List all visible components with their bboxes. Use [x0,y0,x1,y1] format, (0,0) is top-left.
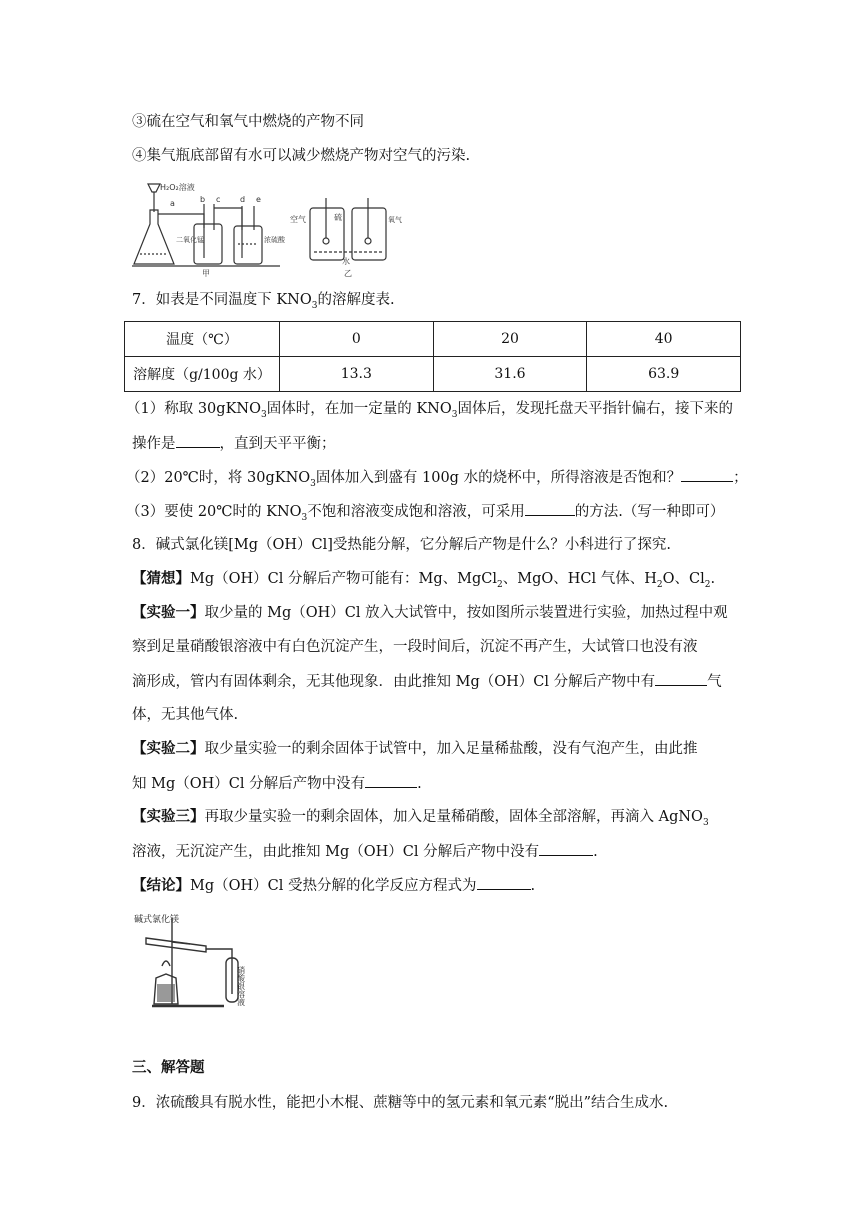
label-mno2: 二氧化锰 [176,236,204,244]
text: 操作是 [132,436,176,452]
tag-conclusion: 【结论】 [132,877,190,894]
label-sulfur: 硫 [334,213,342,222]
q8-exp2-line2 [132,773,422,794]
text: ； [733,470,748,486]
text: . [417,776,422,792]
label-magnesium-chloride: 碱式氯化镁 [134,915,180,925]
bottle-d-shape [234,226,262,264]
label-air: 空气 [290,215,306,224]
q7-part2 [126,467,748,494]
table-cell: 温度（℃） [125,322,280,357]
answer-blank[interactable] [365,773,417,788]
label-e: e [256,195,261,204]
flask-shape [134,210,174,264]
answer-blank[interactable] [525,501,575,516]
q8-guess [132,569,715,595]
section-title: 三、解答题 [132,1059,205,1076]
text: 溶液，无沉淀产生，由此推知 Mg（OH）Cl 分解后产物中没有 [132,844,540,860]
subscript: 2 [656,579,663,590]
table-cell: 20 [433,322,587,357]
q8-exp3-line1 [132,807,709,833]
q8-stem: 8．碱式氯化镁[Mg（OH）Cl]受热能分解，它分解后产物是什么？小科进行了探究. [132,537,672,553]
table-cell: 40 [587,322,741,357]
text: 取少量实验一的剩余固体于试管中，加入足量稀盐酸，没有气泡产生，由此推 [204,741,698,757]
subscript: 3 [702,817,709,828]
subscript: 3 [451,409,458,420]
q8-conclusion [132,875,535,896]
q8-exp1-line3 [132,671,722,692]
q8-exp1-line4: 体，无其他气体. [132,707,239,723]
q7-stem-text: 7．如表是不同温度下 KNO [132,292,312,308]
q7-part1-line2 [132,433,336,454]
table-cell: 63.9 [587,357,741,392]
answer-blank[interactable] [477,875,531,890]
q8-exp1-line1 [132,603,728,623]
subscript: 2 [704,579,711,590]
table-cell: 13.3 [280,357,434,392]
subscript: 2 [497,579,503,590]
label-d: d [240,195,246,204]
text: Mg（OH）Cl 分解后产物可能有：Mg、MgCl [190,571,497,587]
tag-guess: 【猜想】 [132,570,190,587]
q7-part1-line1 [126,399,733,425]
funnel-shape [148,184,160,192]
subscript: 3 [310,478,316,489]
text: . [530,878,536,894]
apparatus-figure-1 [130,180,400,278]
text: 滴形成，管内有固体剩余，无其他现象．由此推知 Mg（OH）Cl 分解后产物中有 [132,674,656,690]
text: 不饱和溶液变成饱和溶液，可采用 [307,504,525,520]
label-b: b [200,195,206,204]
label-h2o2: H₂O₂溶液 [160,183,195,192]
answer-blank[interactable] [539,841,593,856]
label-c: c [216,195,221,204]
answer-blank[interactable] [681,467,733,482]
delivery-tube [206,949,232,994]
q8-exp2-line1 [132,739,698,759]
table-row [125,322,741,357]
text: O、Cl [662,571,705,587]
text: . [710,571,716,587]
text: 固体时，在加一定量的 KNO [266,401,452,417]
text: 固体加入到盛有 100g 水的烧杯中，所得溶液是否饱和？ [315,470,682,486]
label-jia: 甲 [202,269,210,278]
q7-stem [132,290,395,316]
label-a: a [170,199,175,208]
q8-exp3-line2 [132,841,598,862]
table-cell: 31.6 [433,357,587,392]
text: （3）要使 20℃时的 KNO [126,504,302,520]
label-acid: 浓硫酸 [264,236,285,244]
text: 的方法.（写一种即可） [574,504,725,520]
answer-blank[interactable] [176,433,220,448]
text: 再取少量实验一的剩余固体，加入足量稀硝酸，固体全部溶解，再滴入 AgNO [204,809,703,825]
answer-blank[interactable] [655,671,707,686]
label-water: 水 [342,257,350,266]
q8-exp1-line2: 察到足量硝酸银溶液中有白色沉淀产生，一段时间后，沉淀不再产生，大试管口也没有液 [132,639,698,655]
text: 固体后，发现托盘天平指针偏右，接下来的 [457,401,733,417]
q9-stem: 9．浓硫酸具有脱水性，能把小木棍、蔗糖等中的氢元素和氧元素“脱出”结合生成水. [132,1095,669,1111]
label-yi: 乙 [344,269,352,278]
test-tube-shape [146,938,206,952]
text: 气 [707,674,722,690]
bottle-b-shape [194,224,222,264]
table-cell: 溶解度（g/100g 水） [125,357,280,392]
apparatus-figure-2 [132,908,252,1012]
flame-shape [162,961,170,966]
tag-exp3: 【实验三】 [132,808,205,825]
table-row [125,357,741,392]
text: 取少量的 Mg（OH）Cl 放入大试管中，按如图所示装置进行实验，加热过程中观 [204,605,728,621]
tag-exp2: 【实验二】 [132,740,205,757]
text: 知 Mg（OH）Cl 分解后产物中没有 [132,776,366,792]
tag-exp1: 【实验一】 [132,604,205,621]
text: （1）称取 30gKNO [126,401,261,417]
label-oxygen: 氧气 [388,216,402,224]
statement-3: ③硫在空气和氧气中燃烧的产物不同 [132,114,364,130]
text: 、MgO、HCl 气体、H [502,571,657,587]
subscript: 3 [260,409,267,420]
subscript: 3 [301,512,308,523]
text: Mg（OH）Cl 受热分解的化学反应方程式为 [190,878,477,894]
label-silver-nitrate: 硝酸银溶液 [236,966,246,1006]
text: . [593,844,598,860]
q7-stem-tail: 的溶解度表. [317,292,395,308]
statement-4: ④集气瓶底部留有水可以减少燃烧产物对空气的污染. [132,148,471,164]
text: ，直到天平平衡； [219,436,336,452]
table-cell: 0 [280,322,434,357]
q7-part3 [126,501,724,528]
solubility-table [124,321,741,392]
text: （2）20℃时，将 30gKNO [126,470,311,486]
subscript: 3 [311,300,318,311]
